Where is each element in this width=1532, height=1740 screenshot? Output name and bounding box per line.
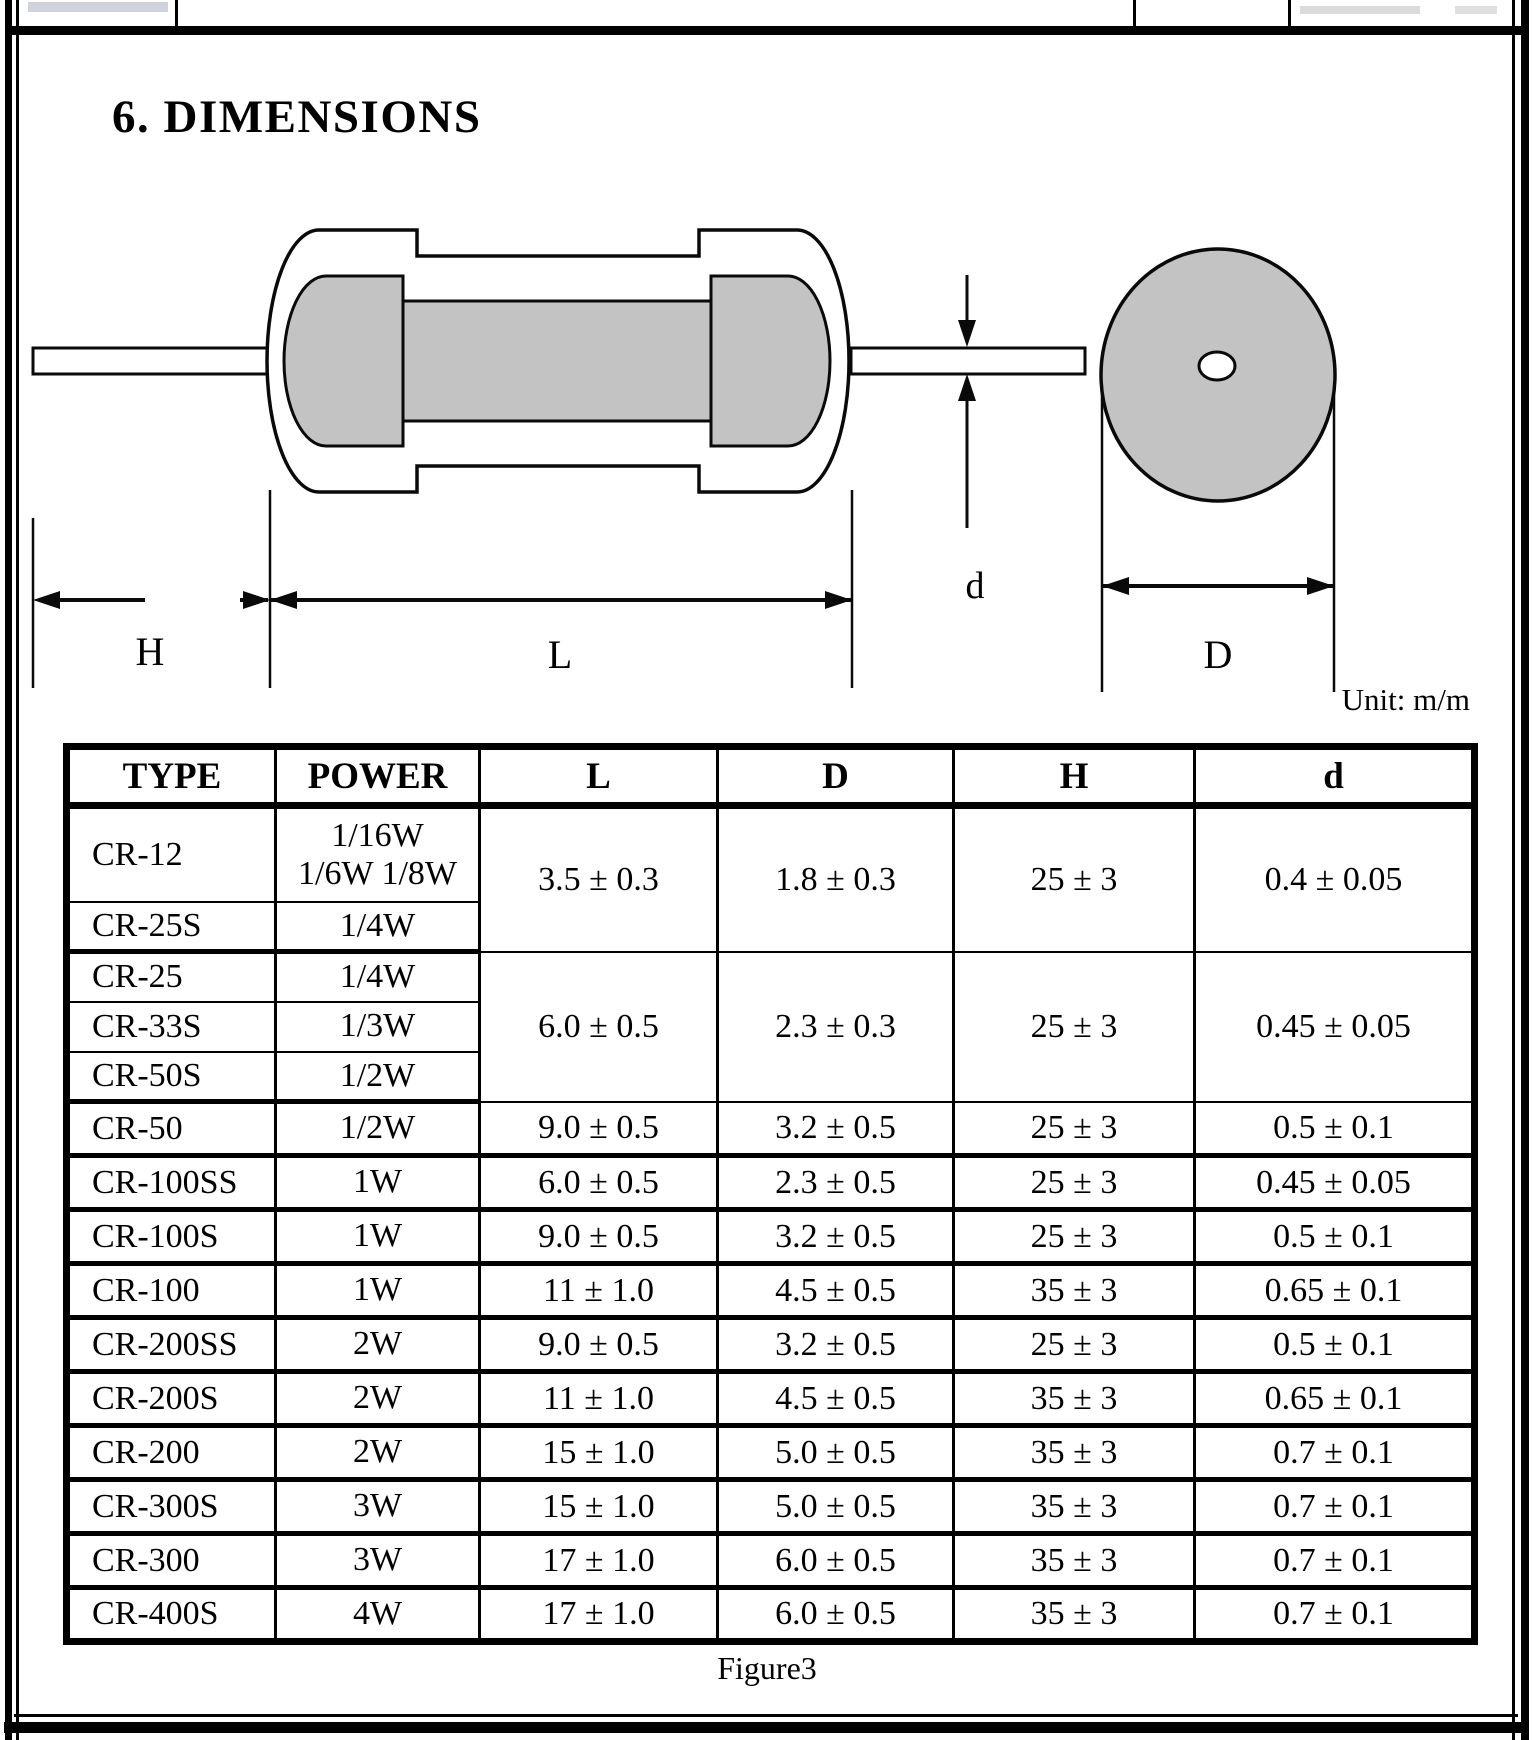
power-cell: 4W xyxy=(276,1588,480,1642)
type-cell: CR-50S xyxy=(67,1052,276,1102)
D-cell: 5.0 ± 0.5 xyxy=(718,1480,954,1534)
H-cell: 35 ± 3 xyxy=(954,1426,1195,1480)
dim-d xyxy=(958,275,985,607)
L-cell: 11 ± 1.0 xyxy=(480,1264,718,1318)
power-cell: 3W xyxy=(276,1480,480,1534)
L-cell: 3.5 ± 0.3 xyxy=(480,806,718,952)
type-cell: CR-300 xyxy=(67,1534,276,1588)
D-cell: 4.5 ± 0.5 xyxy=(718,1264,954,1318)
d-cell: 0.4 ± 0.05 xyxy=(1195,806,1475,952)
type-cell: CR-200S xyxy=(67,1372,276,1426)
L-cell: 15 ± 1.0 xyxy=(480,1426,718,1480)
d-cell: 0.7 ± 0.1 xyxy=(1195,1480,1475,1534)
dim-d-arrow-up xyxy=(958,374,976,401)
power-cell: 1/2W xyxy=(276,1102,480,1156)
type-cell: CR-100S xyxy=(67,1210,276,1264)
H-cell: 25 ± 3 xyxy=(954,1210,1195,1264)
type-cell: CR-200 xyxy=(67,1426,276,1480)
power-cell: 1/4W xyxy=(276,902,480,952)
table-header-row xyxy=(67,747,1475,806)
table-row-CR-100S xyxy=(67,1210,1475,1264)
power-cell: 1/3W xyxy=(276,1002,480,1052)
H-cell: 25 ± 3 xyxy=(954,806,1195,952)
dim-H-arrow-left xyxy=(33,591,60,609)
L-cell: 6.0 ± 0.5 xyxy=(480,952,718,1102)
dim-L-label: L xyxy=(547,632,573,677)
type-cell: CR-100SS xyxy=(67,1156,276,1210)
d-cell: 0.65 ± 0.1 xyxy=(1195,1372,1475,1426)
power-cell: 1W xyxy=(276,1264,480,1318)
col-header-H: H xyxy=(954,747,1195,806)
d-cell: 0.45 ± 0.05 xyxy=(1195,952,1475,1102)
type-cell: CR-12 xyxy=(67,806,276,902)
resistor-core-left-cap xyxy=(284,276,403,446)
table-body xyxy=(67,806,1475,1642)
table-row-CR-12 xyxy=(67,806,1475,902)
type-cell: CR-25S xyxy=(67,902,276,952)
d-cell: 0.45 ± 0.05 xyxy=(1195,1156,1475,1210)
d-cell: 0.7 ± 0.1 xyxy=(1195,1588,1475,1642)
D-cell: 6.0 ± 0.5 xyxy=(718,1534,954,1588)
table-row-CR-200 xyxy=(67,1426,1475,1480)
d-cell: 0.5 ± 0.1 xyxy=(1195,1102,1475,1156)
H-cell: 35 ± 3 xyxy=(954,1534,1195,1588)
H-cell: 35 ± 3 xyxy=(954,1588,1195,1642)
page-title: 6. DIMENSIONS xyxy=(112,91,482,143)
lead-wire-left xyxy=(33,348,269,374)
resistor-side-view xyxy=(33,230,1085,492)
resistor-end-view xyxy=(1101,249,1335,501)
resistor-core-cylinder xyxy=(403,301,711,421)
D-cell: 3.2 ± 0.5 xyxy=(718,1318,954,1372)
D-cell: 6.0 ± 0.5 xyxy=(718,1588,954,1642)
col-header-TYPE: TYPE xyxy=(67,747,276,806)
col-header-L: L xyxy=(480,747,718,806)
D-cell: 3.2 ± 0.5 xyxy=(718,1210,954,1264)
D-cell: 2.3 ± 0.3 xyxy=(718,952,954,1102)
power-cell: 1W xyxy=(276,1210,480,1264)
D-cell: 1.8 ± 0.3 xyxy=(718,806,954,952)
col-header-d: d xyxy=(1195,747,1475,806)
dim-d-label: d xyxy=(965,565,985,607)
d-cell: 0.5 ± 0.1 xyxy=(1195,1318,1475,1372)
table-row-CR-50 xyxy=(67,1102,1475,1156)
table-row-CR-400S xyxy=(67,1588,1475,1642)
page-border-bottom-thin xyxy=(14,1714,1518,1717)
figure-caption: Figure3 xyxy=(717,1650,817,1686)
power-cell: 1W xyxy=(276,1156,480,1210)
H-cell: 25 ± 3 xyxy=(954,1102,1195,1156)
table-row-CR-100SS xyxy=(67,1156,1475,1210)
lead-wire-right xyxy=(851,348,1085,374)
L-cell: 6.0 ± 0.5 xyxy=(480,1156,718,1210)
dim-L-arrow-left xyxy=(270,591,297,609)
dim-H-L xyxy=(33,490,852,688)
type-cell: CR-300S xyxy=(67,1480,276,1534)
resistor-dimension-drawing xyxy=(0,0,1532,700)
type-cell: CR-25 xyxy=(67,952,276,1002)
H-cell: 25 ± 3 xyxy=(954,1318,1195,1372)
dim-d-arrow-down xyxy=(958,320,976,347)
L-cell: 17 ± 1.0 xyxy=(480,1534,718,1588)
table-row-CR-300 xyxy=(67,1534,1475,1588)
power-cell: 1/4W xyxy=(276,952,480,1002)
H-cell: 35 ± 3 xyxy=(954,1372,1195,1426)
dimensions-table xyxy=(63,743,1478,1645)
dim-L-arrow-right xyxy=(825,591,852,609)
page-border-bottom-thick xyxy=(4,1722,1528,1733)
d-cell: 0.7 ± 0.1 xyxy=(1195,1534,1475,1588)
d-cell: 0.65 ± 0.1 xyxy=(1195,1264,1475,1318)
L-cell: 15 ± 1.0 xyxy=(480,1480,718,1534)
H-cell: 25 ± 3 xyxy=(954,952,1195,1102)
lead-hole xyxy=(1199,352,1235,380)
type-cell: CR-33S xyxy=(67,1002,276,1052)
dim-D-label: D xyxy=(1203,632,1233,677)
d-cell: 0.7 ± 0.1 xyxy=(1195,1426,1475,1480)
H-cell: 35 ± 3 xyxy=(954,1480,1195,1534)
power-cell: 3W xyxy=(276,1534,480,1588)
table-row-CR-200SS xyxy=(67,1318,1475,1372)
dim-D-arrow-right xyxy=(1307,577,1334,595)
L-cell: 9.0 ± 0.5 xyxy=(480,1102,718,1156)
type-cell: CR-50 xyxy=(67,1102,276,1156)
col-header-D: D xyxy=(718,747,954,806)
table-row-CR-300S xyxy=(67,1480,1475,1534)
table-row-CR-100 xyxy=(67,1264,1475,1318)
L-cell: 9.0 ± 0.5 xyxy=(480,1318,718,1372)
col-header-POWER: POWER xyxy=(276,747,480,806)
dim-H-label: H xyxy=(135,629,165,674)
D-cell: 5.0 ± 0.5 xyxy=(718,1426,954,1480)
L-cell: 9.0 ± 0.5 xyxy=(480,1210,718,1264)
type-cell: CR-400S xyxy=(67,1588,276,1642)
D-cell: 2.3 ± 0.5 xyxy=(718,1156,954,1210)
H-cell: 25 ± 3 xyxy=(954,1156,1195,1210)
power-cell: 1/2W xyxy=(276,1052,480,1102)
resistor-core-right-cap xyxy=(711,276,830,446)
power-cell: 2W xyxy=(276,1372,480,1426)
unit-label: Unit: m/m xyxy=(1341,682,1470,717)
H-cell: 35 ± 3 xyxy=(954,1264,1195,1318)
L-cell: 11 ± 1.0 xyxy=(480,1372,718,1426)
power-cell: 1/16W 1/6W 1/8W xyxy=(276,806,480,902)
power-cell: 2W xyxy=(276,1426,480,1480)
type-cell: CR-100 xyxy=(67,1264,276,1318)
D-cell: 4.5 ± 0.5 xyxy=(718,1372,954,1426)
table-row-CR-25 xyxy=(67,952,1475,1002)
L-cell: 17 ± 1.0 xyxy=(480,1588,718,1642)
dim-D-arrow-left xyxy=(1102,577,1129,595)
dim-H-arrow-right xyxy=(243,591,270,609)
power-cell: 2W xyxy=(276,1318,480,1372)
D-cell: 3.2 ± 0.5 xyxy=(718,1102,954,1156)
d-cell: 0.5 ± 0.1 xyxy=(1195,1210,1475,1264)
type-cell: CR-200SS xyxy=(67,1318,276,1372)
table-row-CR-200S xyxy=(67,1372,1475,1426)
